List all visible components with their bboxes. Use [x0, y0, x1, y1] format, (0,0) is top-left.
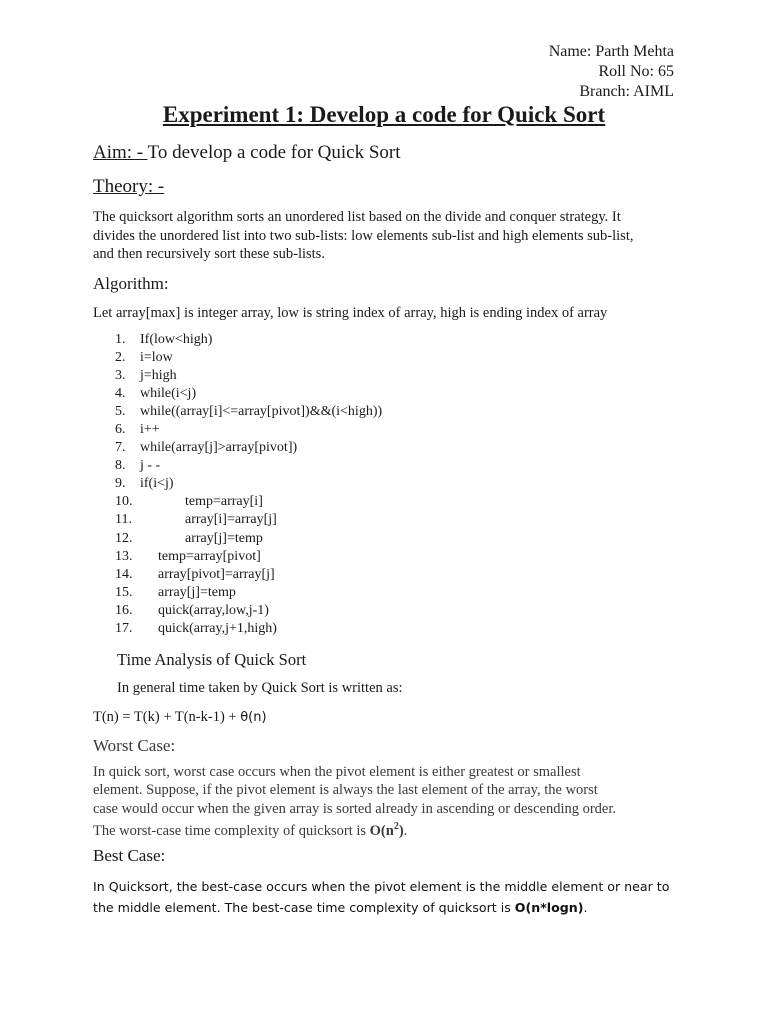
recurrence-formula — [93, 709, 267, 726]
algorithm-intro: Let array[max] is integer array, low is string index of array, high is ending index of array — [93, 305, 608, 321]
theory-line: and then recursively sort these sub-lists. — [93, 246, 325, 262]
theory-paragraph — [93, 208, 683, 264]
algorithm-step: 8. j - - — [115, 458, 161, 474]
algorithm-step: 14. array[pivot]=array[j] — [115, 566, 275, 582]
algorithm-step: 10. temp=array[i] — [115, 494, 263, 510]
algorithm-step: 2. i=low — [115, 350, 173, 366]
worst-case-complexity: $O(n^2)$ — [369, 820, 404, 839]
algorithm-step: 12. array[j]=temp — [115, 530, 263, 546]
algorithm-step: 11. array[i]=array[j] — [115, 512, 277, 528]
aim-line — [93, 142, 401, 164]
student-info — [549, 42, 674, 102]
roll-number: Roll No: 65 — [598, 63, 674, 80]
algorithm-step: 15. array[j]=temp — [115, 584, 236, 600]
algorithm-step: 7. while(array[j]>array[pivot]) — [115, 440, 298, 456]
theory-line: divides the unordered list into two sub-lists: low elements sub-list and high elements sub-list, — [93, 227, 634, 244]
worst-case-heading: Worst Case: — [93, 736, 176, 755]
best-case-heading: Best Case: — [93, 846, 166, 865]
worst-case-line: The worst-case time complexity of quicksort is $O(n^2)$. — [93, 820, 408, 839]
best-case-paragraph — [93, 876, 683, 918]
worst-case-paragraph — [93, 763, 653, 840]
page-title: Experiment 1: Develop a code for Quick Sort — [162, 102, 606, 127]
algorithm-step: 6. i++ — [115, 422, 160, 438]
branch: Branch: AIML — [579, 83, 674, 100]
best-case-line: In Quicksort, the best-case occurs when the pivot element is the middle element or near to — [93, 879, 670, 894]
aim-text: To develop a code for Quick Sort — [147, 142, 401, 163]
algorithm-heading: Algorithm: — [93, 274, 169, 293]
formula-theta: θ(n) — [240, 710, 267, 725]
time-analysis-heading: Time Analysis of Quick Sort — [117, 650, 307, 669]
student-name: Name: Parth Mehta — [548, 43, 674, 60]
algorithm-step: 4. while(i<j) — [115, 386, 197, 402]
aim-label: Aim: - — [93, 142, 148, 163]
algorithm-step: 17. quick(array,j+1,high) — [115, 620, 277, 636]
worst-case-line: In quick sort, worst case occurs when the pivot element is either greatest or smallest — [93, 764, 581, 780]
formula-main: T(n) = T(k) + T(n-k-1) + — [93, 709, 241, 725]
algorithm-step: 5. while((array[i]<=array[pivot])&&(i<high)) — [115, 404, 383, 420]
algorithm-step: 1. If(low<high) — [115, 332, 213, 347]
algorithm-step: 16. quick(array,low,j-1) — [115, 602, 269, 618]
time-analysis-text: In general time taken by Quick Sort is written as: — [117, 680, 403, 696]
algorithm-step: 3. j=high — [115, 368, 177, 384]
algorithm-steps — [115, 331, 382, 638]
algorithm-step: 9. if(i<j) — [115, 476, 174, 492]
worst-case-line: case would occur when the given array is sorted already in ascending or descending order. — [93, 800, 617, 817]
theory-heading: Theory: - — [93, 176, 165, 197]
worst-case-line: element. Suppose, if the pivot element is always the last element of the array, the worst — [93, 782, 598, 799]
algorithm-step: 13. temp=array[pivot] — [115, 548, 261, 564]
theory-line: The quicksort algorithm sorts an unordered list based on the divide and conquer strategy. It — [93, 209, 621, 225]
best-case-line: the middle element. The best-case time complexity of quicksort is O(n*logn). — [93, 900, 588, 915]
best-case-complexity: O(n*logn) — [514, 900, 584, 915]
